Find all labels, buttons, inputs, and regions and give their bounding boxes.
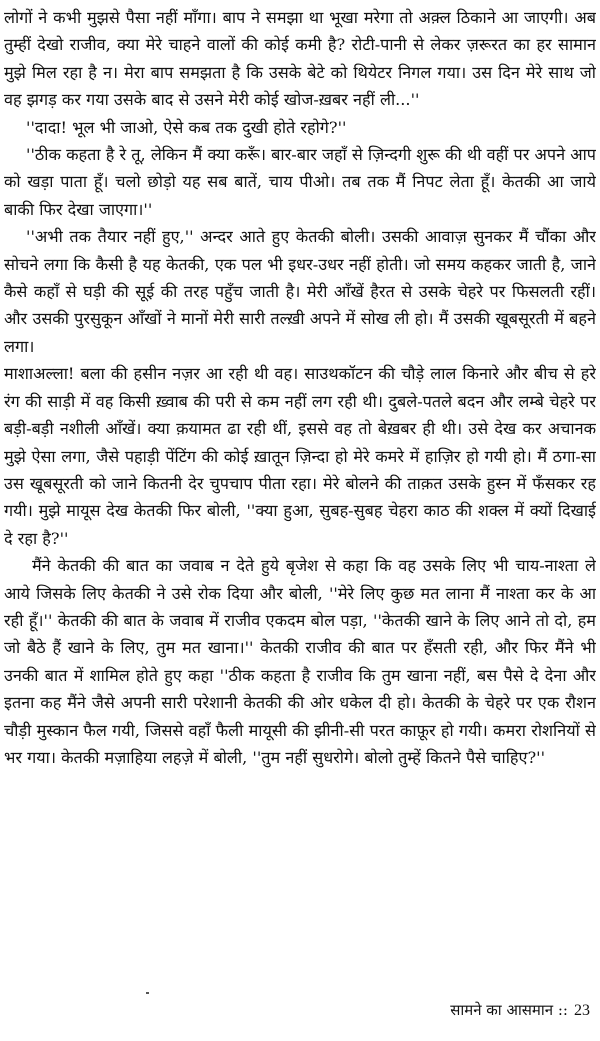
paragraph-5: माशाअल्ला! बला की हसीन नज़र आ रही थी वह। साउथकॉटन की चौड़े लाल किनारे और बीच से हरे रंग की साड़ी में वह किसी ख़्वाब की परी से कम नहीं लग रही थी। दुबले-पतले बदन और लम्बे चेहरे पर बड़ी-बड़ी नशीली आँखें। क्या क़यामत ढा रही थीं, इससे वह तो बेख़बर ही थी। उसे देख कर अचानक मुझे ऐसा लगा, जैसे पहाड़ी पेंटिंग की कोई ख़ातून ज़िन्दा हो मेरे कमरे में हाज़िर हो गयी हो। मैं ठगा-सा उस खूबसूरती को जाने कितनी देर चुपचाप पीता रहा। मेरे बोलने की ताक़त उसके हुस्न में फँसकर रह गयी। मुझे मायूस देख केतकी फिर बोली, ''क्या हुआ, सुबह-सुबह चेहरा काठ की शक्ल में क्यों दिखाई दे रहा है?'' [4,364,596,548]
paragraph-1: लोगों ने कभी मुझसे पैसा नहीं माँगा। बाप ने समझा था भूखा मरेगा तो अक़्ल ठिकाने आ जाएगी। अब तुम्हीं देखो राजीव, क्या मेरे चाहने वालों की कोई कमी है? रोटी-पानी से लेकर ज़रूरत का हर सामान मुझे मिल रहा है न। मेरा बाप समझता है कि उसके बेटे को थियेटर निगल गया। उस दिन मेरे साथ जो वह झगड़ कर गया उसके बाद से उसने मेरी कोई खोज-ख़बर नहीं ली...'' [4,8,596,110]
paragraph-6: मैंने केतकी की बात का जवाब न देते हुये बृजेश से कहा कि वह उसके लिए भी चाय-नाश्ता ले आये जिसके लिए केतकी ने उसे रोक दिया और बोली, ''मेरे लिए कुछ मत लाना मैं नाश्ता कर के आ रही हूँ।'' केतकी की बात के जवाब में राजीव एकदम बोल पड़ा, ''केतकी खाने के लिए आने तो दो, हम जो बैठे हैं खाने के लिए, तुम मत खाना।'' केतकी राजीव की बात पर हँसती रही, और फिर मैंने भी उनकी बात में शामिल होते हुए कहा ''ठीक कहता है राजीव कि तुम खाना नहीं, बस पैसे दे देना और इतना कह मैंने जैसे अपनी सारी परेशानी केतकी की ओर धकेल दी हो। केतकी के चेहरे पर एक रौशन चौड़ी मुस्कान फैल गयी, जिससे वहाँ फैली मायूसी की झीनी-सी परत काफ़ूर हो गयी। कमरा रोशनियों से भर गया। केतकी मज़ाहिया लहज़े में बोली, ''तुम नहीं सुधरोगे। बोलो तुम्हें कितने पैसे चाहिए?'' [4,556,596,767]
book-page-body [4,4,596,984]
paragraph-2: ''दादा! भूल भी जाओ, ऐसे कब तक दुखी होते रहोगे?'' [26,117,347,137]
page-footer [450,998,590,1023]
paragraph-3: ''ठीक कहता है रे तू, लेकिन मैं क्या करूँ। बार-बार जहाँ से ज़िन्दगी शुरू की थी वहीं पर अपने आप को खड़ा पाता हूँ। चलो छोड़ो यह सब बातें, चाय पीओ। तब तक मैं निपट लेता हूँ। केतकी आ जाये बाकी फिर देखा जाएगा।'' [4,145,596,219]
print-speck [146,992,149,994]
page-number: 23 [574,1002,590,1019]
paragraph-4: ''अभी तक तैयार नहीं हुए,'' अन्दर आते हुए केतकी बोली। उसकी आवाज़ सुनकर मैं चौंका और सोचने लगा कि कैसी है यह केतकी, एक पल भी इधर-उधर नहीं होती। जो समय कहकर जाती है, जाने कैसे कहाँ से घड़ी की सूई की तरह पहुँच जाती है। मेरी आँखें हैरत से उसके चेहरे पर फिसलती रहीं। और उसकी पुरसुकून आँखों ने मानों मेरी सारी तल्ख़ी अपने में सोख ली हो। मैं उसकी खूबसूरती में बहने लगा। [4,227,596,356]
running-book-title: सामने का आसमान :: [450,1001,568,1019]
